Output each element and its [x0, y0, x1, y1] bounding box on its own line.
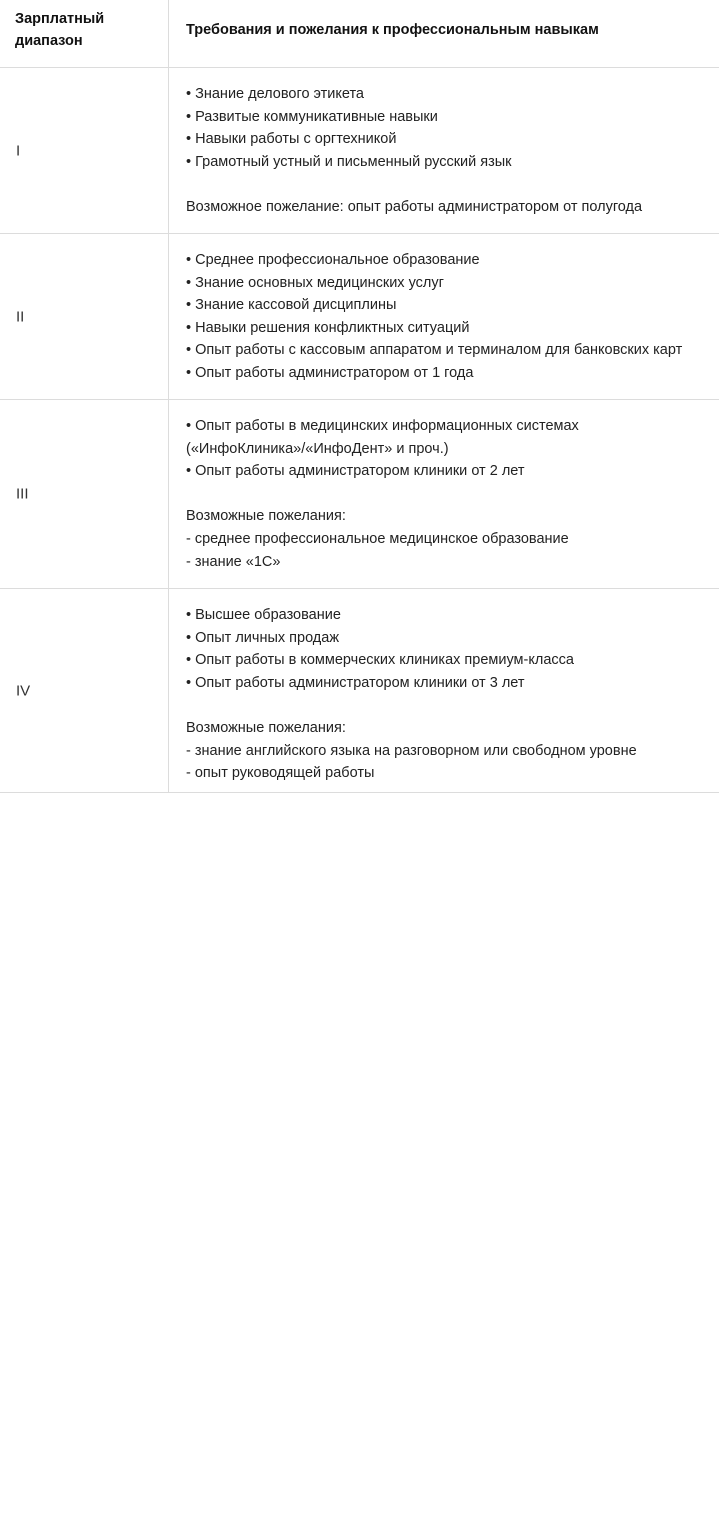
range-label: III — [16, 485, 29, 503]
requirement-line: • Навыки работы с оргтехникой — [186, 131, 397, 148]
requirement-line: • Навыки решения конфликтных ситуаций — [186, 319, 470, 336]
wish-line: - среднее профессиональное медицинское образование — [186, 530, 569, 547]
blank-line — [186, 694, 711, 717]
range-cell — [0, 589, 169, 792]
range-label: II — [16, 308, 25, 325]
requirement-line: • Знание кассовой дисциплины — [186, 297, 397, 314]
range-cell — [0, 234, 169, 399]
blank-line — [186, 173, 711, 196]
header-requirements: Требования и пожелания к профессиональным навыкам — [186, 22, 599, 38]
requirement-line: • Опыт работы в медицинских информационных системах — [186, 418, 579, 434]
requirement-line: («ИнфоКлиника»/«ИнфоДент» и проч.) — [186, 440, 449, 457]
requirement-line: • Опыт работы администратором клиники от 2 лет — [186, 463, 525, 480]
requirement-line: • Опыт работы администратором от 1 года — [186, 364, 474, 381]
requirement-line: • Среднее профессиональное образование — [186, 252, 480, 268]
range-label: I — [16, 142, 21, 159]
header-cell-range — [0, 0, 169, 67]
requirement-line: • Грамотный устный и письменный русский язык — [186, 153, 512, 170]
table-header-row — [0, 0, 719, 68]
wish-heading: Возможные пожелания: — [186, 719, 346, 736]
requirement-line: • Знание основных медицинских услуг — [186, 274, 444, 291]
range-cell — [0, 68, 169, 233]
wish-line: - знание «1С» — [186, 553, 281, 570]
wish-line: Возможное пожелание: опыт работы администратором от полугода — [186, 198, 643, 215]
requirement-line: • Высшее образование — [186, 607, 341, 623]
requirement-line: • Опыт личных продаж — [186, 629, 340, 646]
wish-line: - знание английского языка на разговорном или свободном уровне — [186, 742, 637, 759]
requirement-line: • Развитые коммуникативные навыки — [186, 108, 438, 125]
wish-heading: Возможные пожелания: — [186, 508, 346, 525]
requirements-cell — [186, 249, 711, 385]
requirement-line: • Опыт работы администратором клиники от 3 лет — [186, 674, 525, 691]
requirement-line: • Опыт работы с кассовым аппаратом и терминалом для банковских карт — [186, 342, 683, 359]
requirements-cell — [186, 83, 711, 219]
requirements-cell — [186, 415, 711, 573]
requirements-cell — [186, 604, 711, 785]
requirement-line: • Опыт работы в коммерческих клиниках премиум-класса — [186, 652, 574, 669]
range-label: IV — [16, 682, 31, 699]
range-cell — [0, 400, 169, 588]
requirement-line: • Знание делового этикета — [186, 86, 364, 102]
blank-line — [186, 483, 711, 506]
header-salary-range: Зарплатный диапазон — [15, 11, 105, 49]
wish-line: - опыт руководящей работы — [186, 765, 375, 782]
